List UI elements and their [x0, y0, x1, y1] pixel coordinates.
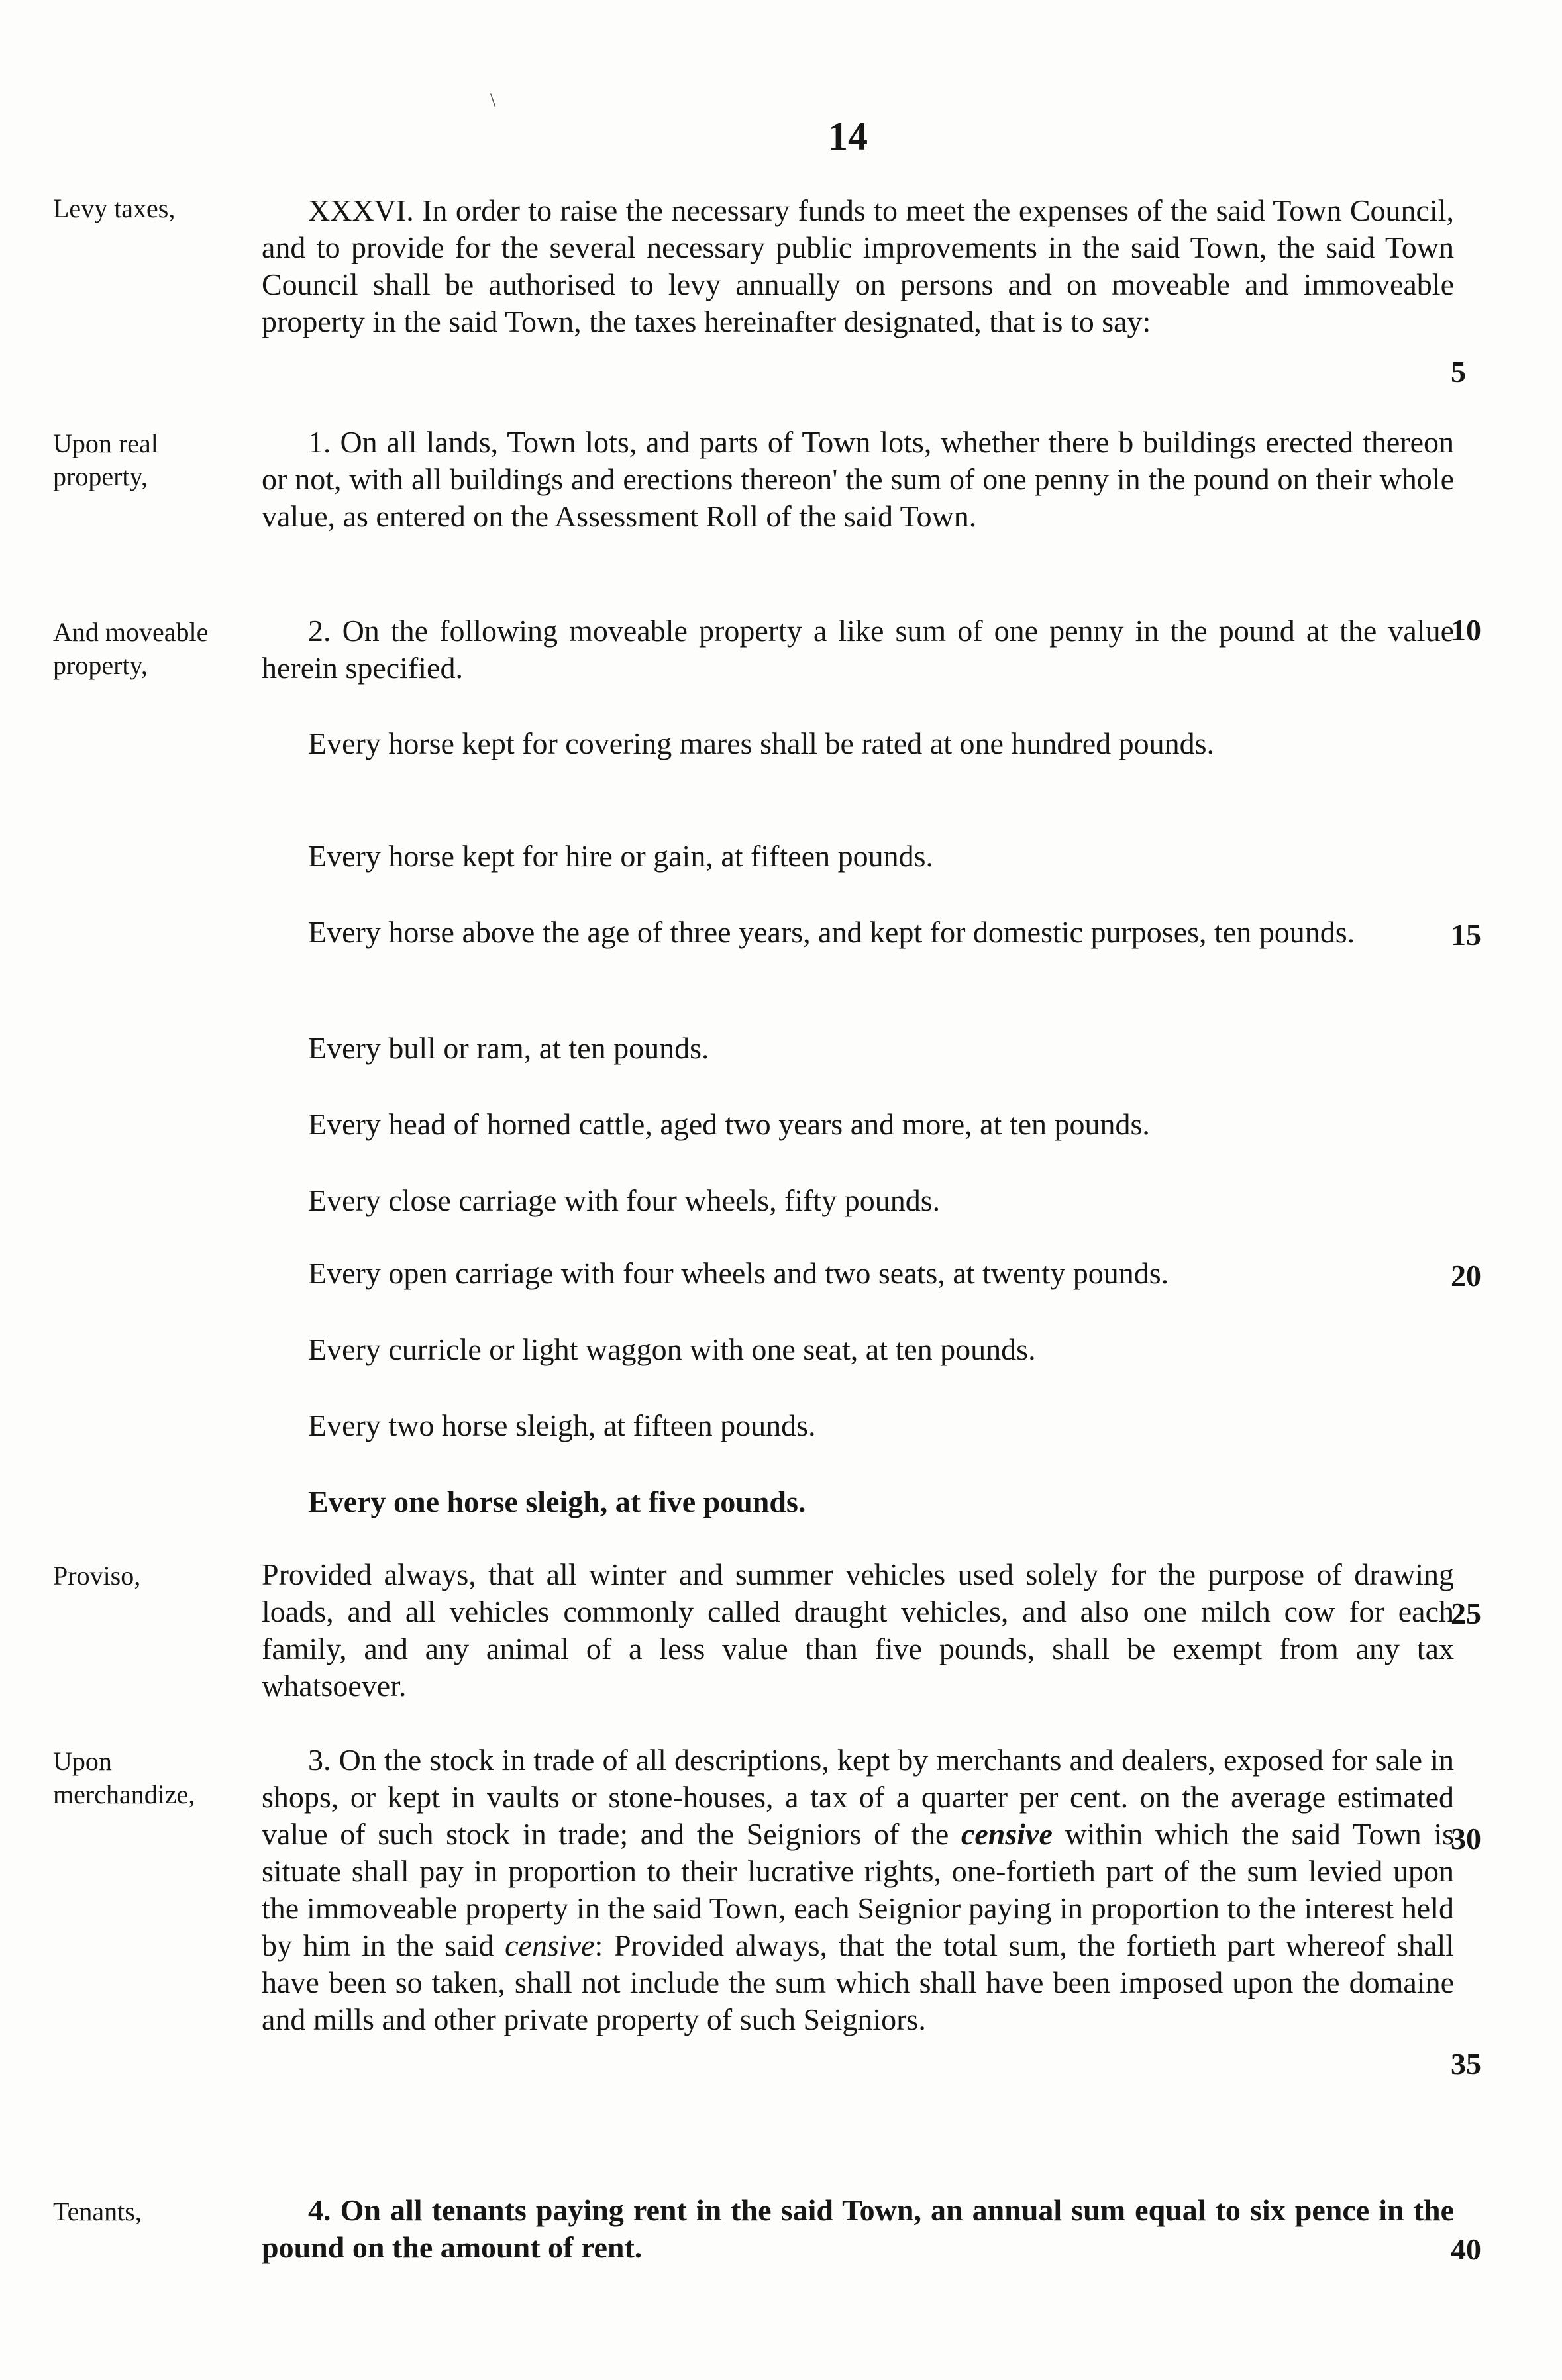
merchandize-text-c: : Provided always, that the total sum, the fortieth part whereof shall have been so taken, shall not include the sum which shall have been imposed upon the domaine and mills and other private property of such Seigniors.	[262, 1928, 1455, 2036]
margin-note-tenants: Tenants,	[53, 2197, 142, 2226]
margin-note-levy-taxes: Levy taxes,	[53, 193, 176, 223]
list-item: Every horse kept for covering mares shall be rated at one hundred pounds.	[308, 726, 1215, 760]
page-number: 14	[828, 115, 868, 158]
merchandize-text-b: within which the said Town is situate shall pay in proportion to their lucrative rights, one-fortieth part of the sum levied upon the immoveable property in the said Town, each Seignior paying in proportion to the interest held by him in the said	[262, 1817, 1454, 1962]
list-item: Every horse above the age of three years, and kept for domestic purposes, ten pounds.	[308, 915, 1355, 949]
list-item: Every bull or ram, at ten pounds.	[308, 1031, 709, 1065]
line-number-35: 35	[1451, 2047, 1481, 2081]
margin-note-moveable-property: And moveable property,	[53, 617, 209, 680]
merchandize-paragraph	[262, 1742, 1454, 2038]
list-item: Every head of horned cattle, aged two years and more, at ten pounds.	[308, 1107, 1150, 1141]
margin-note-real-property: Upon real property,	[53, 428, 158, 491]
list-item: Every close carriage with four wheels, fifty pounds.	[308, 1183, 941, 1217]
proviso-paragraph: Provided always, that all winter and summer vehicles used solely for the purpose of drawing loads, and all vehicles commonly called draught vehicles, and also one milch cow for each family, and any animal of a less value than five pounds, shall be exempt from any tax whatsoever.	[262, 1558, 1454, 1703]
margin-note-merchandize: Upon merchandize,	[53, 1746, 195, 1809]
list-item: Every open carriage with four wheels and two seats, at twenty pounds.	[308, 1256, 1169, 1290]
censive-term: censive	[961, 1817, 1053, 1851]
stray-mark: \	[490, 89, 496, 111]
margin-note-proviso: Proviso,	[53, 1561, 141, 1591]
merchandize-text-a: 3. On the stock in trade of all descriptions, kept by merchants and dealers, exposed for sale in shops, or kept in vaults or stone-houses, a tax of a quarter per cent. on the average estimated value of such stock in trade; and the Seigniors of the	[262, 1743, 1454, 1851]
moveable-property-paragraph: 2. On the following moveable property a like sum of one penny in the pound at the value herein specified.	[262, 614, 1454, 685]
list-item: Every curricle or light waggon with one seat, at ten pounds.	[308, 1332, 1036, 1366]
line-number-5: 5	[1451, 355, 1466, 389]
line-number-25: 25	[1451, 1597, 1481, 1630]
list-item: Every two horse sleigh, at fifteen pounds.	[308, 1409, 816, 1442]
tenants-paragraph: 4. On all tenants paying rent in the said Town, an annual sum equal to six pence in the pound on the amount of rent.	[262, 2193, 1454, 2264]
list-item: Every horse kept for hire or gain, at fifteen pounds.	[308, 839, 933, 873]
line-number-10: 10	[1451, 613, 1481, 647]
line-number-20: 20	[1451, 1259, 1481, 1293]
line-number-30: 30	[1451, 1822, 1481, 1856]
section-xxxvi-paragraph: XXXVI. In order to raise the necessary funds to meet the expenses of the said Town Council, and to provide for the several necessary public improvements in the said Town, the said Town Council shall be authorised to levy annually on persons and on moveable and immoveable property in the said Town, the taxes hereinafter designated, that is to say:	[262, 193, 1454, 338]
list-item: Every one horse sleigh, at five pounds.	[308, 1485, 806, 1518]
censive-term-2: censive	[505, 1928, 595, 1962]
line-number-40: 40	[1451, 2232, 1481, 2266]
real-property-paragraph: 1. On all lands, Town lots, and parts of Town lots, whether there b buildings erected thereon or not, with all buildings and erections thereon' the sum of one penny in the pound on their whole value, as entered on the Assessment Roll of the said Town.	[262, 425, 1454, 533]
line-number-15: 15	[1451, 918, 1481, 952]
